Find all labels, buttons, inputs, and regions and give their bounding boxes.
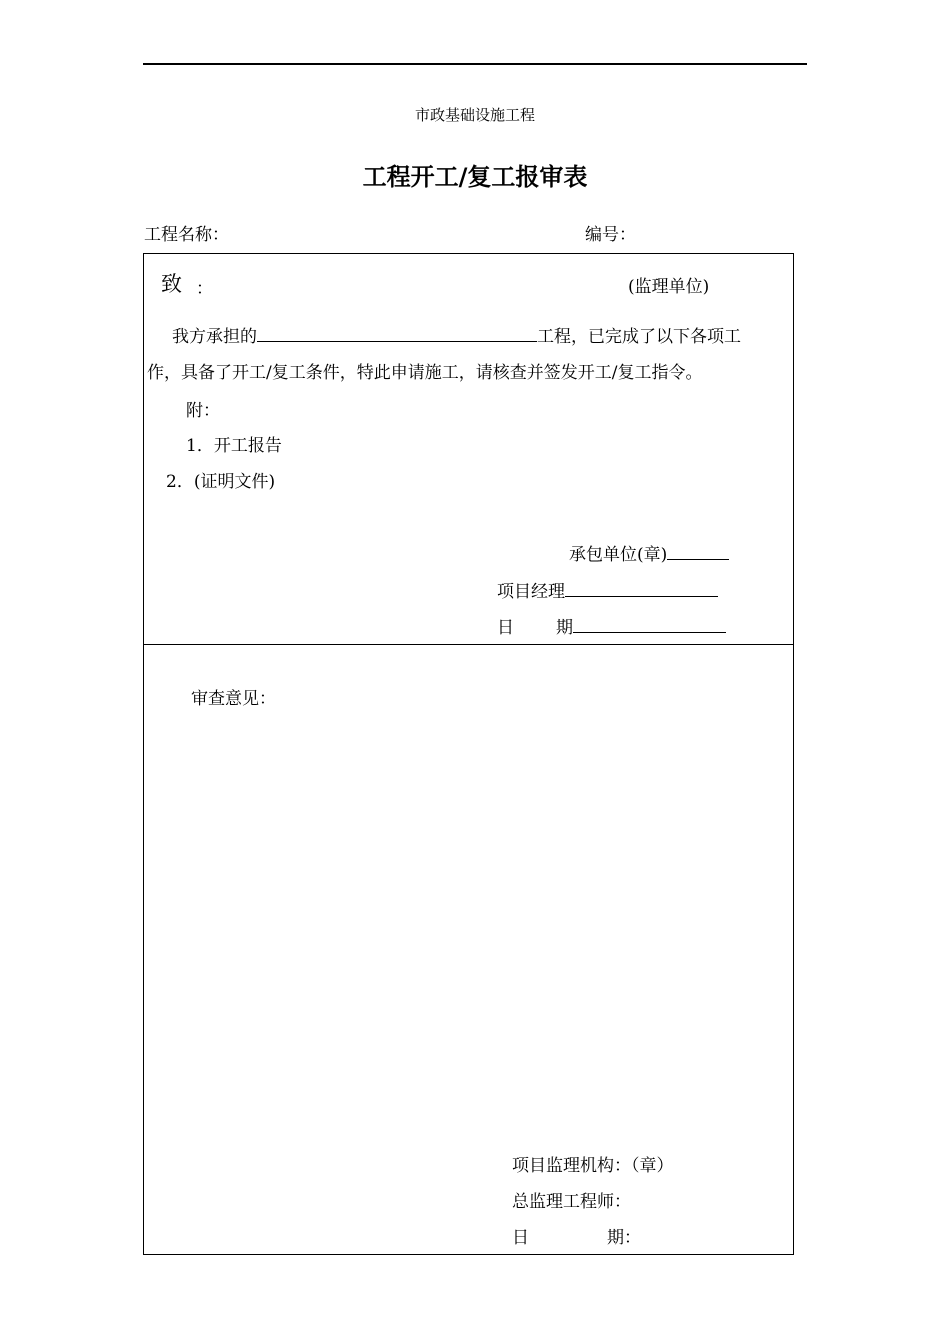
application-date-blank[interactable] <box>573 615 726 633</box>
supervision-org-label: 项目监理机构：（章） <box>512 1156 674 1176</box>
para-after-blank: 工程，已完成了以下各项工 <box>537 327 741 347</box>
attachment-item-2: 2．(证明文件) <box>166 472 276 492</box>
review-date-line <box>512 1223 641 1248</box>
application-section <box>144 254 793 645</box>
project-name-blank[interactable] <box>257 324 537 342</box>
attachment-item-1: 1．开工报告 <box>186 436 282 456</box>
document-title: 工程开工/复工报审表 <box>362 163 588 191</box>
contractor-seal-line <box>569 540 729 565</box>
review-opinion-label: 审查意见： <box>191 689 276 709</box>
chief-supervisor-label: 总监理工程师： <box>512 1192 631 1212</box>
para-start: 我方承担的 <box>172 327 257 347</box>
form-table <box>143 253 794 1255</box>
application-date-line <box>497 613 726 638</box>
date-label-b: 期 <box>556 618 573 638</box>
to-label: 致 <box>161 272 182 296</box>
document-header: 市政基础设施工程 <box>414 106 535 124</box>
supervisor-unit-label: (监理单位) <box>628 277 710 297</box>
review-date-label-a: 日 <box>512 1228 529 1248</box>
application-paragraph-line1 <box>172 322 741 347</box>
number-label: 编号： <box>585 225 636 245</box>
to-colon: ： <box>196 279 213 299</box>
date-label-a: 日 <box>497 618 514 638</box>
review-section <box>144 645 793 1254</box>
attachments-label: 附： <box>186 401 220 421</box>
application-paragraph-line2: 作，具备了开工/复工条件，特此申请施工，请核查并签发开工/复工指令。 <box>147 363 703 383</box>
contractor-label: 承包单位(章) <box>569 545 668 565</box>
project-manager-blank[interactable] <box>565 579 718 597</box>
review-date-label-b: 期： <box>607 1228 641 1248</box>
project-name-label: 工程名称： <box>144 225 229 245</box>
contractor-blank[interactable] <box>667 542 729 560</box>
project-manager-line <box>497 577 718 602</box>
top-rule <box>143 63 807 65</box>
project-manager-label: 项目经理 <box>497 582 565 602</box>
